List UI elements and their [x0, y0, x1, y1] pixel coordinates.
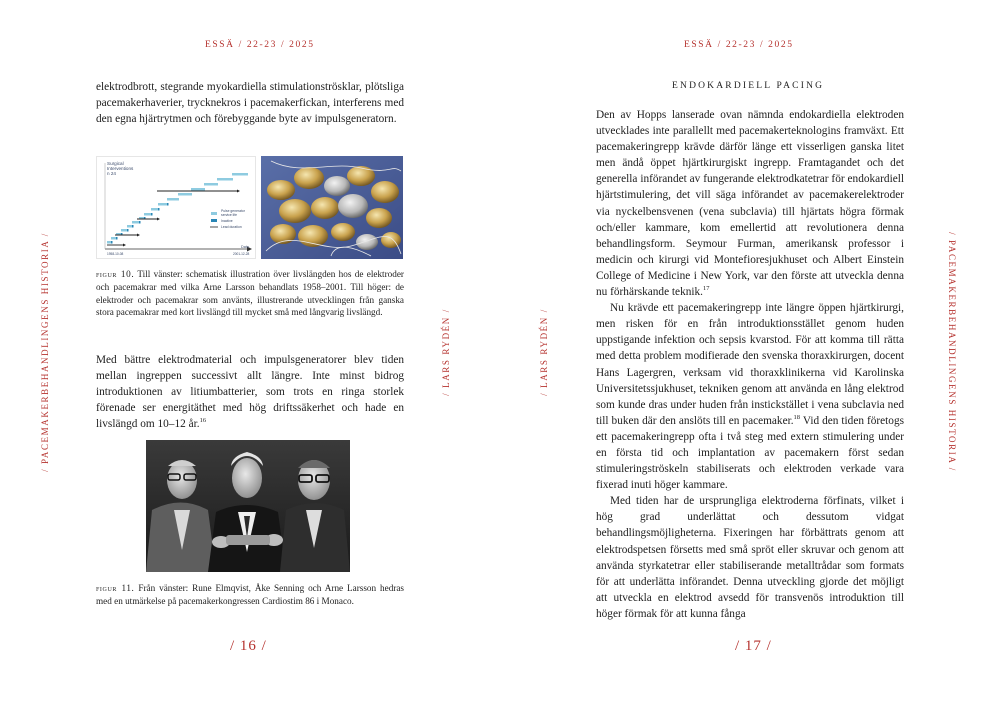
vertical-author-right: / LARS RYDÉN /: [539, 308, 549, 396]
pacemakers-image: [261, 156, 403, 259]
right-paragraph-3: [596, 493, 904, 622]
vertical-book-title-right: / PACEMAKERBEHANDLINGENS HISTORIA /: [947, 232, 957, 472]
figure-11-caption-text: Från vänster: Rune Elmqvist, Åke Senning och Arne Larsson hedras med en utmärkelse på pacemakerkongressen Cardiostim 86 i Monaco.: [96, 583, 405, 606]
footnote-ref-17: 17: [702, 285, 710, 293]
figure-10-chart: [96, 156, 256, 259]
chart-legend-inactive: Inactive: [221, 219, 233, 223]
chart-legend-pulse-generator: Pulse generator service life: [221, 209, 245, 217]
three-men-photo: [146, 440, 350, 572]
figure-10-caption-text: Till vänster: schematisk illustration över livslängden hos de elektroder och pacemakrar med vilka Arne Larsson behandlats 1958–2001. Till höger: de elektroder och pacemakrar som använts, illustrerande utvecklingen från ganska stora pacemakrar med kort livslängd till mycket små med långvarig livslängd.: [96, 269, 404, 318]
right-paragraph-2-tail: Vid den tiden företogs ett pacemakeringrepp ofta i två steg med extern stimulering under en första tid och implantation av pacemakern först sedan stimuleringströskeln stabiliserats och elektroden verkade vara fixerad inuti höger kammare.: [596, 414, 904, 492]
chart-legend-lead-duration: Lead duration: [221, 225, 242, 229]
chart-date-label: Date: [241, 245, 250, 249]
footnote-ref-18: 18: [793, 414, 801, 422]
right-page-body: [596, 107, 904, 622]
figure-11-photo: [146, 440, 350, 572]
vertical-author-left: / LARS RYDÉN /: [441, 308, 451, 396]
left-paragraph-middle: [96, 352, 404, 432]
right-paragraph-1-text: Den av Hopps lanserade ovan nämnda endokardiella elektroden utvecklades inte parallellt med pacemakerteknologins framväxt. Ett pacemakeringrepp krävde därför länge ett visserligen ganska litet men ändå öppet hjärtkirurgiskt ingrepp. Framtagandet och det generella införandet av fungerande elektrodkatetrar för endokardiell hjärtstimulering, det vill säga införandet av pacemakerelektroder via nyckelbensvenen (vena subclavia) till hjärtats högra förmak och/eller kammare, kom emellertid att revolutionera denna behandlingsform. Seymour Furman, amerikansk professor i medicin och kirurgi vid Montefioresjukhuset och Albert Einstein College of Medicine i New York, var den förste att utveckla denna nu förhärskande teknik.: [596, 109, 904, 299]
figure-11-label: figur 11.: [96, 583, 135, 593]
figure-10-pacemakers-photo: [261, 156, 403, 259]
running-head-left: ESSÄ / 22-23 / 2025: [205, 40, 315, 50]
right-paragraph-1: [596, 107, 904, 300]
chart-title: Surgical Interventions n 24: [107, 161, 134, 177]
right-paragraph-2: [596, 300, 904, 493]
figure-10-caption: [96, 268, 404, 319]
left-paragraph-top: elektrodbrott, stegrande myokardiella stimulationströsklar, plötsliga pacemakerhaverier, trycknekros i pacemakerfickan, interferens med den egna hjärtrytmen och förebyggande byte av impulsgeneratorn.: [96, 81, 404, 126]
right-paragraph-2-text: Nu krävde ett pacemakeringrepp inte längre öppen hjärtkirurgi, men risken för en från introduktionsstället genom huden uppstigande infektion och sepsis kvarstod. För att komma till rätta med detta problem modifierade den svenska thoraxkirurgen, docent Hans Lagergren, verksam vid thoraxklinikerna vid Karolinska Universitetssjukhuset, tekniken genom att använda en lång elektrod som kunde dras under huden från instickstället i vena subclavia ned till buken där den anslöts till en pacemaker.: [596, 302, 904, 427]
section-title: ENDOKARDIELL PACING: [672, 81, 825, 91]
page-number-left: / 16 /: [230, 638, 267, 654]
vertical-book-title-left: / PACEMAKERBEHANDLINGENS HISTORIA /: [40, 232, 50, 472]
figure-11-caption: [96, 582, 404, 608]
left-paragraph-middle-text: Med bättre elektrodmaterial och impulsgeneratorer blev tiden mellan ingreppen successivt allt längre. Inte minst bidrog introduktionen av litiumbatterier, som trots en ringa storlek förenade ser energitäthet med hög driftssäkerhet och hade en livslängd om 10–12 år.: [96, 354, 404, 431]
footnote-ref-16: 16: [199, 417, 207, 425]
chart-end-date: 2001-12-28: [233, 252, 250, 256]
running-head-right: ESSÄ / 22-23 / 2025: [684, 40, 794, 50]
figure-10-label: figur 10.: [96, 269, 135, 279]
page-number-right: / 17 /: [735, 638, 772, 654]
right-paragraph-3-text: Med tiden har de ursprungliga elektroderna förfinats, vilket i hög grad underlättat och dessutom vidgat behandlingsmöjligheterna. Fixeringen har förbättrats genom att elektrodspetsen försetts med små spröt eller skruvar och genom att använda styrkatetrar eller stabiliserande metalltrådar som formats för att underlätta införandet. Denna utveckling gjorde det möjligt att utveckla en elektrod avsedd för transvenös introduktion till höger förmak för att kunna fånga: [596, 495, 904, 620]
chart-start-date: 1958-10-08: [107, 252, 124, 256]
